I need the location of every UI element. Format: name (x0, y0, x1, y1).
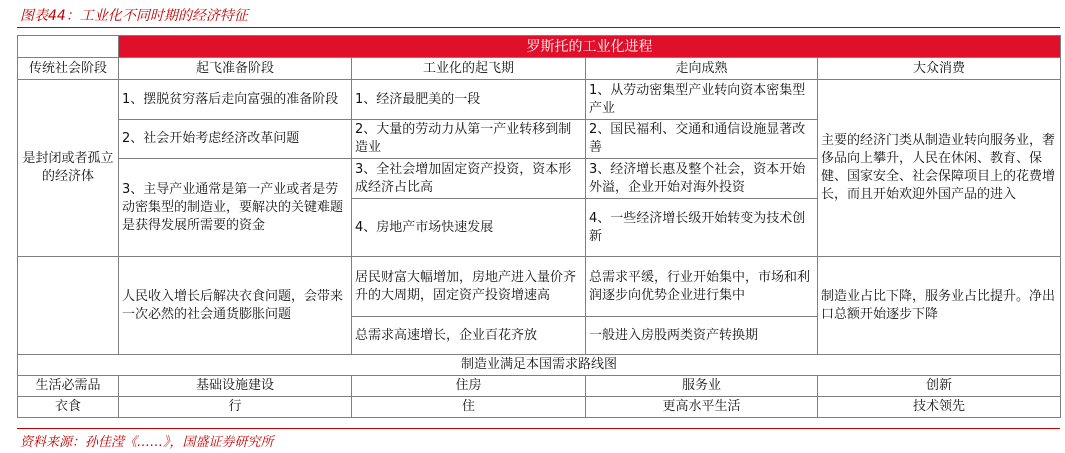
prep-item-2: 2、社会开始考虑经济改革问题 (119, 120, 352, 159)
maturity-item-2: 2、国民福利、交通和通信设施显著改善 (586, 120, 818, 159)
prep-lower: 人民收入增长后解决衣食问题，会带来一次必然的社会通货膨胀问题 (119, 257, 352, 355)
route-r1-c5: 创新 (818, 376, 1061, 397)
header-takeoff: 工业化的起飞期 (352, 58, 586, 80)
takeoff-item-3: 3、全社会增加固定资产投资，资本形成经济占比高 (352, 159, 586, 199)
route-r2-c4: 更高水平生活 (586, 397, 818, 418)
route-r2-c1: 衣食 (18, 397, 119, 418)
traditional-lower-empty (18, 257, 119, 355)
header-mass-consumption: 大众消费 (818, 58, 1061, 80)
prep-item-3: 3、主导产业通常是第一产业或者是劳动密集型的制造业，要解决的关键难题是获得发展所需要的资金 (119, 159, 352, 257)
takeoff-lower-b: 总需求高速增长，企业百花齐放 (352, 317, 586, 355)
route-r1-c3: 住房 (352, 376, 586, 397)
takeoff-item-1: 1、经济最肥美的一段 (352, 80, 586, 120)
source-note: 资料来源：孙佳滢《……》，国盛证券研究所 (20, 435, 274, 450)
empty-corner-cell (18, 36, 119, 58)
takeoff-item-4: 4、房地产市场快速发展 (352, 199, 586, 257)
route-r1-c4: 服务业 (586, 376, 818, 397)
prep-item-1: 1、摆脱贫穷落后走向富强的准备阶段 (119, 80, 352, 120)
takeoff-lower-a: 居民财富大幅增加，房地产进入量价齐升的大周期，固定资产投资增速高 (352, 257, 586, 317)
maturity-lower-a: 总需求平缓，行业开始集中，市场和利润逐步向优势企业进行集中 (586, 257, 818, 317)
economic-features-table (17, 35, 1061, 418)
top-rule (17, 27, 1060, 28)
mass-consumption-desc: 主要的经济门类从制造业转向服务业，奢侈品向上攀升，人民在休闲、教育、保健、国家安全、社会保障项目上的花费增长，而且开始欢迎外国产品的进入 (818, 80, 1061, 257)
bottom-rule (17, 428, 1060, 429)
header-maturity: 走向成熟 (586, 58, 818, 80)
maturity-item-4: 4、一些经济增长级开始转变为技术创新 (586, 199, 818, 257)
takeoff-item-2: 2、大量的劳动力从第一产业转移到制造业 (352, 120, 586, 159)
mass-lower: 制造业占比下降，服务业占比提升。净出口总额开始逐步下降 (818, 257, 1061, 355)
route-r2-c5: 技术领先 (818, 397, 1061, 418)
header-traditional: 传统社会阶段 (18, 58, 119, 80)
maturity-lower-b: 一般进入房股两类资产转换期 (586, 317, 818, 355)
figure-title: 图表44：工业化不同时期的经济特征 (20, 8, 248, 24)
maturity-item-3: 3、经济增长惠及整个社会，资本开始外溢，企业开始对海外投资 (586, 159, 818, 199)
maturity-item-1: 1、从劳动密集型产业转向资本密集型产业 (586, 80, 818, 120)
route-r1-c2: 基础设施建设 (119, 376, 352, 397)
route-r2-c2: 行 (119, 397, 352, 418)
route-r2-c3: 住 (352, 397, 586, 418)
traditional-desc: 是封闭或者孤立的经济体 (18, 80, 119, 257)
banner-cell: 罗斯托的工业化进程 (119, 36, 1061, 58)
route-r1-c1: 生活必需品 (18, 376, 119, 397)
route-title: 制造业满足本国需求路线图 (18, 355, 1061, 376)
header-takeoff-prep: 起飞准备阶段 (119, 58, 352, 80)
